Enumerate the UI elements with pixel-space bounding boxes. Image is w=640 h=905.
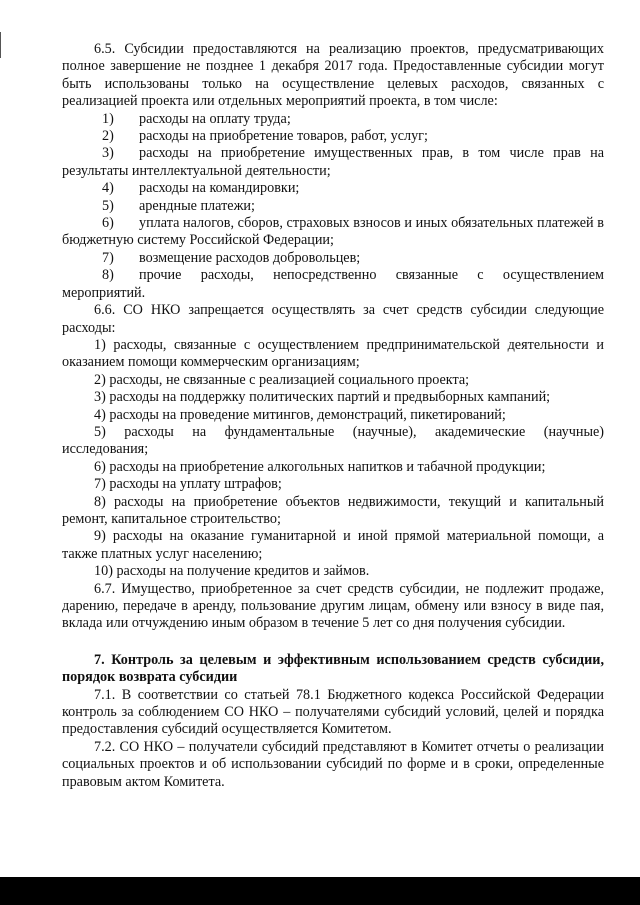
list-text: прочие расходы, непосредственно связанные с осуществлением мероприятий. <box>62 267 604 301</box>
list-item: 4) расходы на проведение митингов, демонстраций, пикетирований; <box>94 406 506 423</box>
list-number: 7) <box>102 249 114 266</box>
list-item <box>62 145 604 180</box>
list-number: 4) <box>102 180 114 197</box>
list-item: 2) расходы, не связанные с реализацией социального проекта; <box>94 371 470 388</box>
list-item: 3) расходы на поддержку политических партий и предвыборных кампаний; <box>94 389 551 406</box>
list-text: уплата налогов, сборов, страховых взносов и иных обязательных платежей в бюджетную систему Российской Федерации; <box>62 215 604 249</box>
list-number: 2) <box>102 128 114 145</box>
list-item: 10) расходы на получение кредитов и займов. <box>94 563 370 580</box>
list-item: 8) расходы на приобретение объектов недвижимости, текущий и капитальный ремонт, капитальное строительство; <box>62 493 604 527</box>
list-item: 7) расходы на уплату штрафов; <box>94 476 282 493</box>
list-text: возмещение расходов добровольцев; <box>139 249 361 266</box>
paragraph-6-6: 6.6. СО НКО запрещается осуществлять за счет средств субсидии следующие расходы: <box>62 302 604 336</box>
list-number: 3) <box>102 145 114 162</box>
list-item: 9) расходы на оказание гуманитарной и иной прямой материальной помощи, а также платных услуг населению; <box>62 528 604 562</box>
scan-bottom-bar <box>0 877 640 905</box>
list-number: 8) <box>102 267 114 284</box>
list-item <box>62 198 604 215</box>
list-item <box>62 128 604 145</box>
list-item <box>62 250 604 267</box>
list-number: 6) <box>102 215 114 232</box>
list-text: расходы на приобретение товаров, работ, услуг; <box>139 128 428 145</box>
paragraph-7-2: 7.2. СО НКО – получатели субсидий представляют в Комитет отчеты о реализации социальных проектов и об использовании субсидий по форме и в сроки, определенные правовым актом Комитета. <box>62 738 604 790</box>
list-item <box>62 267 604 302</box>
list-text: арендные платежи; <box>139 197 255 214</box>
list-item: 1) расходы, связанные с осуществлением предпринимательской деятельности и оказанием помощи коммерческим организациям; <box>62 336 604 371</box>
paragraph-7-1: 7.1. В соответствии со статьей 78.1 Бюджетного кодекса Российской Федерации контроль за соблюдением СО НКО – получателями субсидий условий, целей и порядка предоставления субсидий осуществляется Комитетом. <box>62 686 604 738</box>
list-number: 5) <box>102 197 114 214</box>
list-item <box>62 215 604 250</box>
list-text: расходы на приобретение имущественных прав, в том числе прав на результаты интеллектуальной деятельности; <box>62 145 604 179</box>
scan-edge-mark <box>0 32 1 58</box>
list-number: 1) <box>102 110 114 127</box>
list-item: 6) расходы на приобретение алкогольных напитков и табачной продукции; <box>94 458 546 475</box>
list-item <box>62 111 604 128</box>
document-page <box>62 41 604 791</box>
list-text: расходы на оплату труда; <box>139 110 291 127</box>
list-text: расходы на командировки; <box>139 180 300 197</box>
section-heading-7: 7. Контроль за целевым и эффективным использованием средств субсидии, порядок возврата субсидии <box>62 651 604 686</box>
list-item <box>62 180 604 197</box>
paragraph-6-5: 6.5. Субсидии предоставляются на реализацию проектов, предусматривающих полное завершение не позднее 1 декабря 2017 года. Предоставленные субсидии могут быть использованы только на осуществление целевых расходов, связанных с реализацией проекта или отдельных мероприятий проекта, в том числе: <box>62 41 604 110</box>
paragraph-6-7: 6.7. Имущество, приобретенное за счет средств субсидии, не подлежит продаже, дарению, передаче в аренду, пользование другим лицам, обмену или взносу в виде пая, вклада или отчуждению иным образом в течение 5 лет со дня получения субсидии. <box>62 580 604 632</box>
list-item: 5) расходы на фундаментальные (научные), академические (научные) исследования; <box>62 423 604 458</box>
